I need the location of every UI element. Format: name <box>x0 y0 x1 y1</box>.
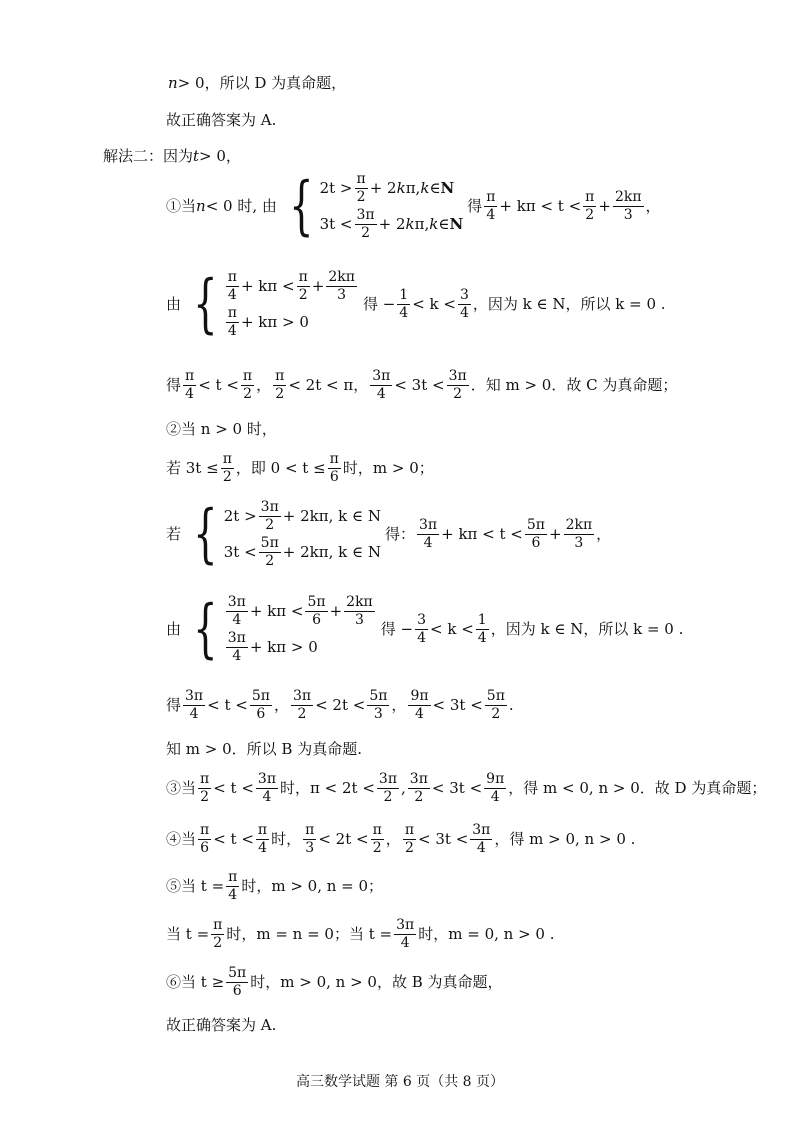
brace-icon: { <box>289 169 314 244</box>
text-span: + kπ > 0 <box>240 313 309 332</box>
fraction <box>221 452 234 484</box>
fraction <box>183 689 205 721</box>
brace-icon: { <box>193 592 218 667</box>
var-k: k <box>420 178 430 197</box>
text-span: π, <box>405 178 421 197</box>
fraction-den: 4 <box>185 385 195 402</box>
fraction-den: 2 <box>372 839 382 856</box>
fraction-num: 3π <box>260 499 279 515</box>
fraction-num: 1 <box>399 287 409 304</box>
text-span: < 2t < <box>318 829 369 848</box>
system-row <box>224 595 377 627</box>
fraction <box>403 823 416 855</box>
var-k: k <box>429 215 439 234</box>
case-5-cont-line <box>166 918 555 950</box>
fraction-den: 3 <box>574 534 584 551</box>
fraction <box>226 966 248 998</box>
var-k: k <box>396 178 406 197</box>
fraction <box>226 595 248 627</box>
fraction-den: 4 <box>459 304 469 321</box>
case-1-line <box>166 169 661 244</box>
fraction <box>256 823 269 855</box>
fraction-num: 3π <box>448 368 467 384</box>
fraction-den: 3 <box>373 705 383 722</box>
fraction-den: 2 <box>491 705 501 722</box>
fraction-num: 3π <box>257 771 277 787</box>
text-span: ， <box>391 695 407 714</box>
text-span: 3t < <box>319 215 353 234</box>
fraction-den: 4 <box>476 839 486 856</box>
text-span: ．知 m > 0．故 C 为真命题； <box>470 375 678 394</box>
fraction-num: 3π <box>372 368 391 384</box>
fraction-den: 2 <box>404 839 414 856</box>
fraction <box>211 918 224 950</box>
text-span: < t < <box>213 829 254 848</box>
fraction-den: 4 <box>376 385 386 402</box>
fraction-den: 2 <box>297 705 307 722</box>
fraction-num: π <box>222 451 232 467</box>
fraction <box>328 452 341 484</box>
text-span: ∈ <box>438 215 450 234</box>
fraction-den: 6 <box>312 611 321 628</box>
text-span: + kπ < t < <box>499 196 582 215</box>
text-span: < 3t < <box>431 778 483 797</box>
fraction <box>256 772 278 804</box>
fraction <box>408 689 430 721</box>
fraction-den: 4 <box>228 886 238 903</box>
fraction <box>370 369 392 401</box>
text-span: ，得 m > 0, n > 0 . <box>494 829 636 848</box>
fraction-den: 2 <box>383 788 393 805</box>
text-span: < 2t < π， <box>288 375 369 394</box>
fraction <box>394 918 416 950</box>
fraction <box>397 288 410 320</box>
fraction <box>485 689 507 721</box>
text-span: 得 <box>166 375 182 394</box>
fraction-den: 4 <box>490 788 500 805</box>
fraction-den: 4 <box>232 648 242 665</box>
fraction-num: 3π <box>409 771 428 787</box>
fraction-den: 4 <box>400 934 410 951</box>
fraction <box>525 518 547 550</box>
text-span: 得 <box>467 196 483 215</box>
fraction-num: 9π <box>410 688 429 704</box>
system-row <box>224 306 359 338</box>
fraction-num: π <box>305 822 315 838</box>
text-span: < 2t < <box>315 695 366 714</box>
fraction <box>226 306 239 338</box>
fraction-num: 3 <box>417 612 427 629</box>
text-span: 知 m > 0．所以 B 为真命题. <box>166 740 362 758</box>
fraction-den: 6 <box>200 839 210 856</box>
final-answer-line <box>166 1018 276 1033</box>
text-span: + <box>548 524 562 543</box>
fraction-num: 3π <box>292 688 312 704</box>
text-span: ， <box>596 524 612 543</box>
fraction <box>250 689 272 721</box>
case-2b-line <box>166 497 612 572</box>
case-1-k-line <box>166 267 666 342</box>
text-span: ，因为 k ∈ N，所以 k = 0 . <box>472 294 666 313</box>
text-span: 时，m = n = 0；当 t = <box>226 924 393 943</box>
text-span: 故正确答案为 A. <box>166 1016 277 1034</box>
text-span: < 3t < <box>418 829 469 848</box>
fraction-num: 3π <box>472 822 491 838</box>
text-span: ，得 m < 0, n > 0．故 D 为真命题； <box>508 778 767 797</box>
fraction-den: 2 <box>298 286 308 303</box>
fraction-den: 2 <box>361 225 371 242</box>
text-span: + <box>329 601 343 620</box>
fraction-num: 3π <box>396 917 415 933</box>
fraction-num: 3π <box>227 630 246 647</box>
text-span: 由 <box>166 619 182 638</box>
text-span: ，即 0 < t ≤ <box>235 458 326 477</box>
fraction <box>408 772 430 804</box>
fraction-num: 2kπ <box>565 517 593 534</box>
fraction <box>303 823 316 855</box>
fraction-num: 5π <box>260 535 279 552</box>
fraction-num: 3π <box>419 517 438 534</box>
fraction-num: π <box>200 771 210 787</box>
fraction-num: 5π <box>486 688 505 704</box>
text-span: 时，m > 0, n = 0； <box>241 876 384 895</box>
text-span: ②当 n > 0 时， <box>166 420 277 438</box>
fraction-num: 5π <box>251 688 270 704</box>
fraction-den: 2 <box>275 385 285 402</box>
fraction <box>198 823 211 855</box>
system-row <box>224 500 381 532</box>
fraction-num: 9π <box>486 771 505 787</box>
page-footer: 高三数学试题 第 6 页（共 8 页） <box>295 1074 505 1090</box>
fraction-den: 6 <box>256 705 266 722</box>
fraction <box>417 518 439 550</box>
fraction-den: 4 <box>258 839 267 856</box>
fraction-den: 4 <box>232 611 242 628</box>
text-span: ， <box>385 829 401 848</box>
text-span: + 2kπ, k ∈ N <box>282 506 381 525</box>
system-row <box>320 208 464 240</box>
fraction <box>183 369 196 401</box>
text-span: 得 − <box>380 619 414 638</box>
text-span: 2t > <box>319 178 353 197</box>
var-t: t <box>193 147 200 165</box>
fraction <box>371 823 384 855</box>
text-span: ，所以 D 为真命题， <box>204 74 347 92</box>
brace-icon: { <box>193 497 218 572</box>
fraction-den: 4 <box>399 304 409 321</box>
system-row <box>224 536 381 568</box>
text-span: ⑤当 t = <box>166 876 225 895</box>
text-span: 3t < <box>223 543 257 562</box>
inequality-system <box>185 592 377 667</box>
var-k: k <box>405 215 415 234</box>
method-two-heading <box>103 149 241 164</box>
text-span: 故正确答案为 A. <box>166 111 277 129</box>
text-span: < 3t < <box>432 695 483 714</box>
case-4-line <box>166 823 635 855</box>
text-span: 若 <box>166 524 182 543</box>
fraction <box>344 595 375 627</box>
fraction-num: 5π <box>526 517 545 534</box>
fraction <box>226 870 239 902</box>
text-span: + 2 <box>378 215 406 234</box>
text-span: + kπ < t < <box>441 524 523 543</box>
set-n: N <box>449 215 464 234</box>
fraction-den: 3 <box>305 839 315 856</box>
case-1-result-line <box>166 369 677 401</box>
equation-system <box>281 169 464 244</box>
var-n: n <box>196 196 206 215</box>
text-line-2 <box>166 113 276 128</box>
fraction <box>447 369 469 401</box>
fraction-num: 2kπ <box>614 189 642 206</box>
text-span: > 0 <box>177 74 205 92</box>
system-row <box>320 172 464 204</box>
fraction <box>377 772 399 804</box>
text-span: + <box>311 276 325 295</box>
fraction-den: 4 <box>417 629 427 646</box>
fraction-den: 2 <box>453 385 463 402</box>
fraction-den: 2 <box>356 188 366 205</box>
fraction-den: 4 <box>189 705 199 722</box>
fraction-den: 4 <box>423 534 433 551</box>
fraction-den: 4 <box>415 705 424 722</box>
fraction-num: π <box>213 917 223 933</box>
fraction-den: 2 <box>213 934 223 951</box>
text-span: ， <box>645 196 661 215</box>
text-span: + kπ > 0 <box>249 638 318 657</box>
text-span: + kπ < <box>249 601 304 620</box>
fraction <box>198 772 211 804</box>
text-span: 2t > <box>223 506 257 525</box>
fraction <box>291 689 313 721</box>
fraction <box>226 631 248 663</box>
fraction-num: π <box>298 269 308 285</box>
fraction <box>564 518 595 550</box>
fraction-den: 4 <box>227 323 237 340</box>
fraction-den: 4 <box>477 629 487 646</box>
fraction-num: π <box>227 305 237 322</box>
system-row <box>224 270 359 302</box>
text-line-1 <box>168 76 346 91</box>
fraction-num: 2kπ <box>346 594 373 610</box>
text-span: , <box>401 778 406 797</box>
case-2-line <box>166 422 277 437</box>
fraction <box>273 369 286 401</box>
fraction-num: π <box>585 189 595 206</box>
text-span: < 3t < <box>394 375 445 394</box>
text-span: < t < <box>213 778 254 797</box>
fraction-den: 4 <box>262 788 272 805</box>
fraction <box>241 369 254 401</box>
fraction-num: 1 <box>477 612 487 629</box>
text-span: 由 <box>166 294 182 313</box>
text-span: ③当 <box>166 778 197 797</box>
case-2-result-line <box>166 689 514 721</box>
text-span: 得： <box>384 524 415 543</box>
fraction <box>297 270 310 302</box>
fraction-den: 2 <box>414 788 424 805</box>
fraction-den: 2 <box>243 385 252 402</box>
fraction <box>259 500 281 532</box>
fraction <box>226 270 239 302</box>
text-span: ， <box>273 695 289 714</box>
fraction-den: 3 <box>623 206 633 223</box>
fraction <box>583 190 596 222</box>
fraction-num: π <box>372 822 382 838</box>
fraction-num: 3π <box>185 688 204 704</box>
fraction-den: 2 <box>200 788 210 805</box>
case-2-k-line <box>166 592 684 667</box>
fraction-num: 3 <box>459 287 469 304</box>
case-3-line <box>166 772 766 804</box>
text-span: > 0， <box>199 147 241 165</box>
text-span: 解法二：因为 <box>103 147 194 165</box>
brace-icon: { <box>193 267 218 342</box>
text-span: + 2kπ, k ∈ N <box>282 543 381 562</box>
text-span: ∈ <box>429 178 441 197</box>
fraction <box>259 536 281 568</box>
fraction-num: π <box>275 368 285 384</box>
fraction <box>367 689 389 721</box>
fraction-num: π <box>200 822 210 838</box>
equation-system <box>185 497 381 572</box>
fraction-num: 2kπ <box>328 269 355 285</box>
var-n: n <box>168 74 178 92</box>
inequality-system <box>185 267 359 342</box>
case-2a-line <box>166 452 434 484</box>
fraction <box>326 270 357 302</box>
fraction-den: 3 <box>337 286 347 303</box>
text-span: < k < <box>412 294 456 313</box>
text-span: ，因为 k ∈ N，所以 k = 0 . <box>490 619 684 638</box>
fraction-den: 3 <box>354 611 364 628</box>
fraction-den: 4 <box>227 286 237 303</box>
text-span: 时， <box>271 829 302 848</box>
text-span: 当 t = <box>166 924 210 943</box>
fraction-den: 2 <box>265 516 275 533</box>
fraction <box>470 823 492 855</box>
text-span: 时，m = 0, n > 0 . <box>418 924 555 943</box>
fraction-num: 5π <box>228 965 247 981</box>
fraction-num: π <box>242 368 253 384</box>
case-6-line <box>166 966 503 998</box>
fraction-num: π <box>227 269 237 285</box>
fraction-num: 5π <box>369 688 388 704</box>
fraction-num: π <box>257 822 268 838</box>
fraction-num: π <box>329 451 339 467</box>
text-span: ⑥当 t ≥ <box>166 972 225 991</box>
fraction <box>355 208 377 240</box>
fraction-den: 4 <box>486 206 496 223</box>
text-span: + <box>598 196 611 215</box>
fraction-num: π <box>185 368 195 384</box>
text-span: 得 − <box>362 294 396 313</box>
text-span: 得 <box>166 695 182 714</box>
fraction-den: 2 <box>585 206 595 223</box>
text-span: ①当 <box>166 196 197 215</box>
fraction <box>476 613 489 645</box>
fraction-den: 6 <box>232 982 242 999</box>
text-span: 时，m > 0, n > 0，故 B 为真命题， <box>250 972 503 991</box>
fraction <box>355 172 368 204</box>
set-n: N <box>440 178 455 197</box>
case-5-line <box>166 870 383 902</box>
text-span: < t < <box>207 695 248 714</box>
text-span: + 2 <box>369 178 397 197</box>
fraction-num: 3π <box>227 594 246 610</box>
fraction-den: 6 <box>329 468 339 485</box>
fraction <box>484 190 497 222</box>
system-row <box>224 631 377 663</box>
fraction <box>613 190 644 222</box>
fraction-num: π <box>486 189 496 206</box>
text-span: . <box>508 695 514 714</box>
fraction-num: π <box>404 822 415 838</box>
fraction <box>458 288 471 320</box>
fraction <box>305 595 327 627</box>
text-span: π, <box>414 215 430 234</box>
text-span: ， <box>256 375 272 394</box>
text-span: < 0 时, 由 <box>205 196 277 215</box>
fraction-den: 2 <box>265 553 275 570</box>
text-span: 时，π < 2t < <box>280 778 375 797</box>
text-span: ④当 <box>166 829 197 848</box>
text-span: 时，m > 0； <box>342 458 434 477</box>
fraction-num: 5π <box>307 594 326 610</box>
text-span: + kπ < <box>240 276 295 295</box>
case-2-conclusion-line <box>166 742 362 757</box>
fraction-num: 3π <box>378 771 398 787</box>
fraction-num: 3π <box>356 207 375 224</box>
fraction-num: π <box>356 171 366 187</box>
fraction <box>484 772 506 804</box>
text-span: 若 3t ≤ <box>166 458 219 477</box>
text-span: < k < <box>430 619 474 638</box>
text-span: < t < <box>198 375 239 394</box>
fraction-den: 6 <box>531 534 541 551</box>
fraction-den: 2 <box>222 468 232 485</box>
fraction <box>415 613 428 645</box>
fraction-num: π <box>228 869 238 885</box>
